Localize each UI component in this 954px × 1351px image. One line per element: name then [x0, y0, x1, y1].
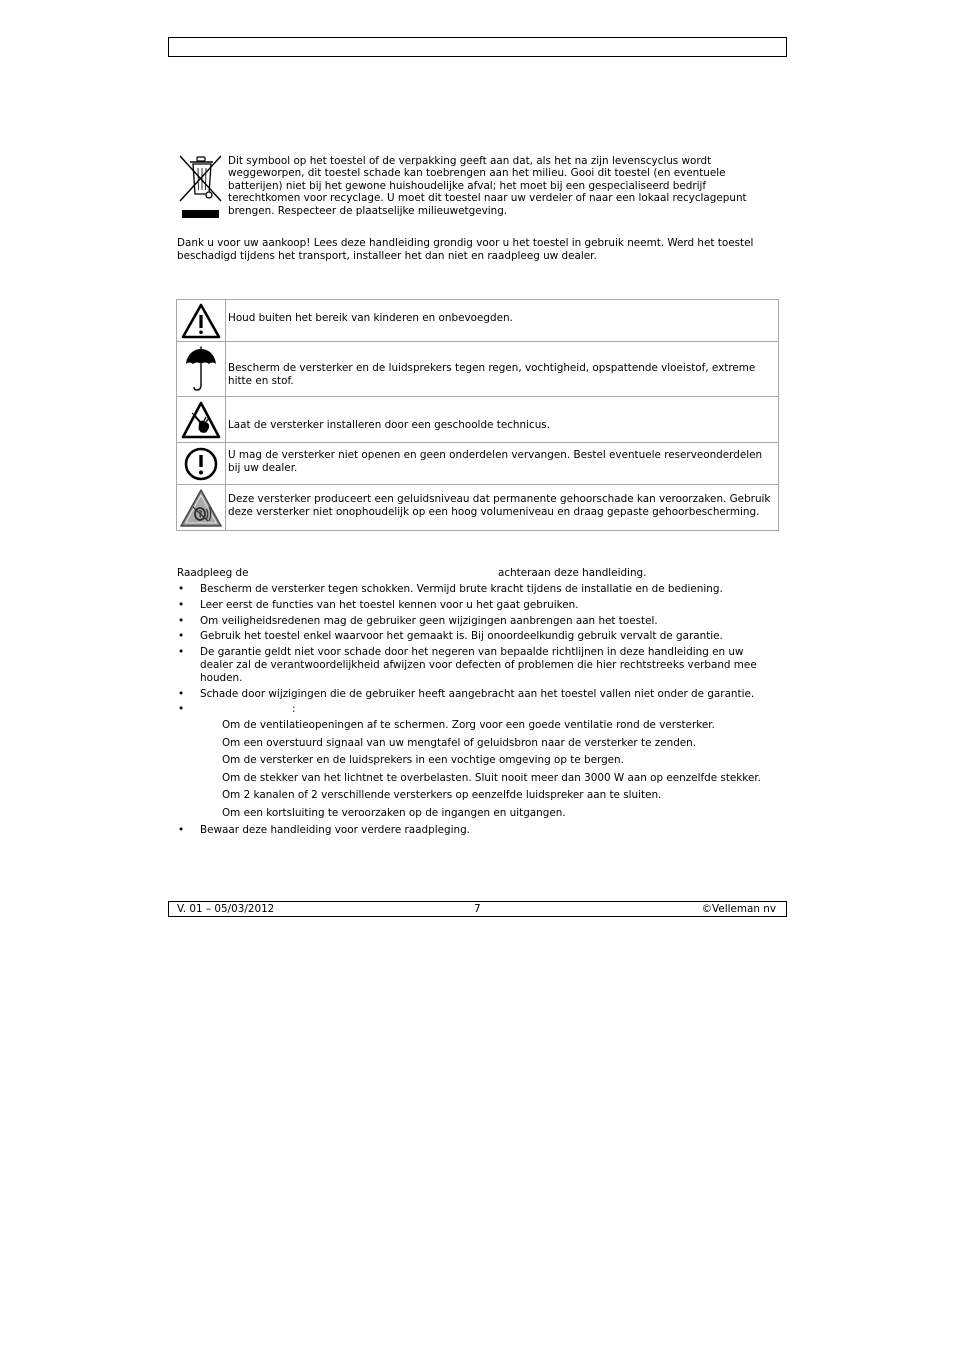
intro-line: beschadigd tijdens het transport, installeer het dan niet en raadpleeg uw dealer. [177, 249, 597, 262]
document-version: V. 01 – 05/03/2012 [177, 903, 275, 915]
table-row [177, 341, 778, 396]
page-header-box [168, 37, 787, 57]
intro-line: Dank u voor uw aankoop! Lees deze handleiding grondig voor u het toestel in gebruik neemt. Werd het toestel [177, 236, 754, 249]
sub-list-item: Om een kortsluiting te veroorzaken op de ingangen en uitgangen. [222, 806, 566, 819]
bullet: • [178, 614, 185, 627]
table-row [177, 396, 778, 442]
bullet: • [178, 598, 185, 611]
qualified-technician-icon [180, 400, 222, 440]
list-item-text: dealer zal de verantwoordelijkheid afwijzen voor defecten of problemen die hier rechtstreeks verband mee [200, 658, 757, 671]
sub-list-item: Om de stekker van het lichtnet te overbelasten. Sluit nooit meer dan 3000 W aan op eenzelfde stekker. [222, 771, 761, 784]
umbrella-icon [184, 346, 218, 392]
list-item-text: Gebruik het toestel enkel waarvoor het gemaakt is. Bij onoordeelkundig gebruik vervalt de garantie. [200, 629, 723, 642]
icon-cell [177, 300, 226, 341]
list-item-text: houden. [200, 671, 243, 684]
notice-line: brengen. Respecteer de plaatselijke milieuwetgeving. [228, 204, 508, 217]
bullet: • [178, 582, 185, 595]
instruction-text [226, 443, 778, 484]
instruction-line: Houd buiten het bereik van kinderen en onbevoegden. [228, 312, 513, 324]
notice-line: terechtkomen voor recyclage. U moet dit toestel naar uw verdeler of naar een lokaal recyclagepunt [228, 192, 747, 204]
table-row [177, 484, 778, 530]
list-item-text: : [292, 702, 296, 715]
warning-triangle-icon [180, 302, 222, 340]
bullet: • [178, 629, 185, 642]
instruction-text [226, 342, 778, 396]
instruction-text [226, 300, 778, 341]
hearing-damage-icon [179, 488, 223, 528]
bullet: • [178, 687, 185, 700]
page-number: 7 [474, 903, 481, 915]
exclamation-circle-icon [184, 447, 218, 481]
instruction-line: U mag de versterker niet openen en geen onderdelen vervangen. Bestel eventuele reserveonderdelen [228, 448, 763, 461]
page-footer [168, 901, 787, 917]
notice-line: weggeworpen, dit toestel schade kan toebrengen aan het milieu. Gooi dit toestel (en eventuele [228, 167, 726, 179]
reference-text-start: Raadpleeg de [177, 566, 249, 579]
icon-cell [177, 342, 226, 396]
icon-cell [177, 397, 226, 442]
sub-list-item: Om 2 kanalen of 2 verschillende versterkers op eenzelfde luidspreker aan te sluiten. [222, 788, 662, 801]
weee-disposal-notice [228, 155, 747, 218]
safety-instructions-table [176, 299, 779, 531]
copyright: ©Velleman nv [701, 903, 776, 915]
weee-crossed-bin-icon [178, 154, 224, 220]
icon-cell [177, 485, 226, 530]
notice-line: batterijen) niet bij het gewone huishoudelijke afval; het moet bij een gespecialiseerd bedrijf [228, 179, 707, 192]
instruction-line: deze versterker niet onophoudelijk op een hoog volumeniveau en draag gepaste gehoorbescherming. [228, 505, 760, 518]
bullet: • [178, 645, 185, 658]
instruction-line: Deze versterker produceert een geluidsniveau dat permanente gehoorschade kan veroorzaken. Gebruik [228, 492, 771, 505]
instruction-text [226, 485, 778, 530]
list-item-text: Leer eerst de functies van het toestel kennen voor u het gaat gebruiken. [200, 598, 579, 611]
sub-list-item: Om de versterker en de luidsprekers in een vochtige omgeving op te bergen. [222, 753, 624, 766]
notice-line: Dit symbool op het toestel of de verpakking geeft aan dat, als het na zijn levenscyclus wordt [228, 154, 712, 167]
list-item-text: Schade door wijzigingen die de gebruiker heeft aangebracht aan het toestel vallen niet onder de garantie. [200, 687, 755, 700]
intro-paragraph [177, 237, 753, 263]
instruction-line: hitte en stof. [228, 374, 294, 387]
bullet: • [178, 823, 185, 836]
instruction-line: Bescherm de versterker en de luidsprekers tegen regen, vochtigheid, opspattende vloeistof, extreme [228, 361, 756, 374]
sub-list-item: Om een overstuurd signaal van uw mengtafel of geluidsbron naar de versterker te zenden. [222, 736, 697, 749]
icon-cell [177, 443, 226, 484]
table-row [177, 300, 778, 341]
table-row [177, 442, 778, 484]
list-item-text: De garantie geldt niet voor schade door het negeren van bepaalde richtlijnen in deze handleiding en uw [200, 645, 744, 658]
instruction-line: bij uw dealer. [228, 461, 298, 474]
list-item-text: Bescherm de versterker tegen schokken. Vermijd brute kracht tijdens de installatie en de bediening. [200, 582, 723, 595]
sub-list-item: Om de ventilatieopeningen af te schermen. Zorg voor een goede ventilatie rond de versterker. [222, 718, 715, 731]
list-item-text: Bewaar deze handleiding voor verdere raadpleging. [200, 823, 470, 836]
bullet: • [178, 702, 185, 715]
list-item-text: Om veiligheidsredenen mag de gebruiker geen wijzigingen aanbrengen aan het toestel. [200, 614, 658, 627]
instruction-text [226, 397, 778, 442]
reference-text-end: achteraan deze handleiding. [498, 566, 647, 579]
instruction-line: Laat de versterker installeren door een geschoolde technicus. [228, 418, 550, 431]
